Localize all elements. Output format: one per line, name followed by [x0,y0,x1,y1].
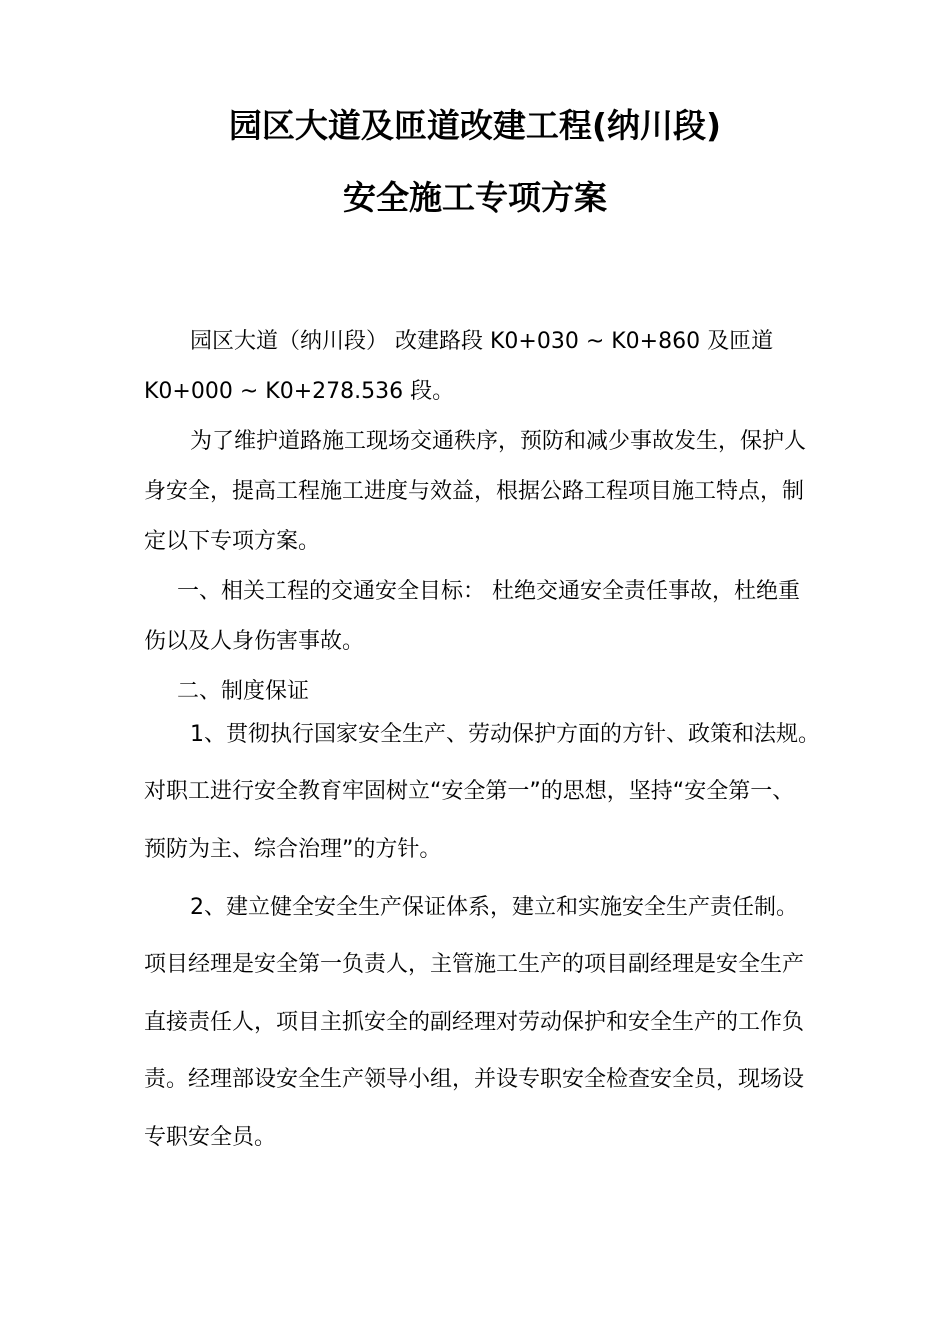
paragraph-line: 为了维护道路施工现场交通秩序，预防和减少事故发生，保护人 [190,429,807,454]
paragraph-line: 直接责任人，项目主抓安全的副经理对劳动保护和安全生产的工作负 [144,1010,805,1035]
paragraph-line: 园区大道（纳川段） 改建路段 K0+030 ~ K0+860 及匝道 [190,329,774,354]
paragraph-line: 项目经理是安全第一负责人，主管施工生产的项目副经理是安全生产 [144,952,805,977]
document-title: 园区大道及匝道改建工程(纳川段) [228,106,722,145]
paragraph-line: 预防为主、综合治理”的方针。 [144,837,442,862]
paragraph-line: 对职工进行安全教育牢固树立“安全第一”的思想，坚持“安全第一、 [144,779,795,804]
paragraph-line: 1、贯彻执行国家安全生产、劳动保护方面的方针、政策和法规。 [190,722,820,747]
paragraph-line: 专职安全员。 [144,1125,277,1150]
section-heading: 二、制度保证 [177,679,310,704]
paragraph-line: 责。经理部设安全生产领导小组，并设专职安全检查安全员，现场设 [144,1067,805,1092]
paragraph-line: 定以下专项方案。 [144,529,321,554]
paragraph-line: 一、相关工程的交通安全目标： 杜绝交通安全责任事故，杜绝重 [177,579,800,604]
paragraph-line: K0+000 ~ K0+278.536 段。 [144,379,455,404]
paragraph-line: 伤以及人身伤害事故。 [144,629,365,654]
paragraph-line: 身安全，提高工程施工进度与效益，根据公路工程项目施工特点，制 [144,479,805,504]
paragraph-line: 2、建立健全安全生产保证体系，建立和实施安全生产责任制。 [190,895,798,920]
document-subtitle: 安全施工专项方案 [343,178,607,217]
